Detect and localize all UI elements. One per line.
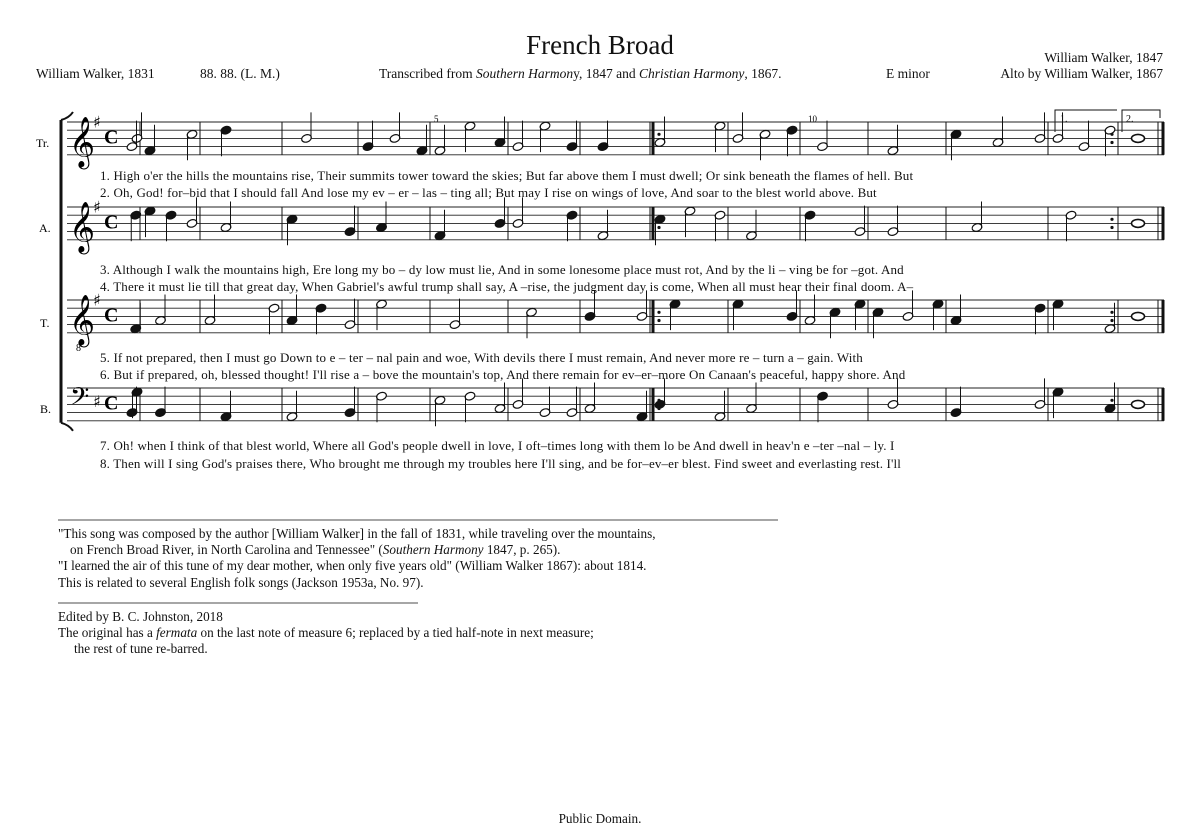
lyric-verse-4: 4. There it must lie till that great day, When Gabriel's awful trump shall say, A –rise, the judgment day is come, When all must hear their final doom. A– (100, 279, 914, 294)
final-whole-note (1132, 134, 1145, 142)
time-signature: C (104, 126, 119, 149)
repeat-dot (1110, 319, 1113, 322)
measure-number-10: 10 (808, 114, 817, 124)
subtitle-source-1: Southern Harmon (476, 66, 574, 81)
bracket-bottom-hook (61, 423, 73, 431)
subtitle-mid-2: , 1867. (744, 66, 782, 81)
editor-line-2 (58, 625, 594, 641)
lyric-verse-3: 3. Although I walk the mountains high, Ere long my bo – dy low must lie, And in some lonesome place must rot, And by the li – ving be for –got. And (100, 262, 904, 277)
editor-line-2-c: on the last note of measure 6; replaced by a tied half-note in next measure; (197, 625, 594, 640)
footer-license: Public Domain. (558, 811, 642, 826)
repeat-dot (1110, 226, 1113, 229)
key-signature-sharp: ♯ (93, 112, 101, 132)
key-signature-sharp: ♯ (93, 391, 101, 411)
lyric-verse-2: 2. Oh, God! for–bid that I should fall And lose my ev – er – las – ting all; But may I rise on wings of love, And soar to the blest world above. But (100, 185, 877, 200)
note-line-1: "This song was composed by the author [William Walker] in the fall of 1831, while traveling over the mountains, (58, 526, 656, 541)
repeat-dot (657, 311, 660, 314)
part-label-t: T. (40, 316, 50, 330)
final-whole-note (1132, 312, 1145, 320)
editor-line-2-term: fermata (156, 625, 198, 640)
treble-clef: 𝄞 (69, 116, 96, 168)
right-credit-1: William Walker, 1847 (1044, 50, 1163, 65)
part-label-b: B. (40, 402, 52, 416)
repeat-dot (657, 226, 660, 229)
editor-line-3: the rest of tune re-barred. (74, 641, 208, 656)
subtitle-source-2: Christian Harmony (639, 66, 745, 81)
key-signature-sharp: ♯ (93, 197, 101, 217)
note-line-4: This is related to several English folk songs (Jackson 1953a, No. 97). (58, 575, 424, 590)
time-signature: C (104, 392, 119, 415)
repeat-dot (657, 133, 660, 136)
measure-number-5: 5 (434, 114, 439, 124)
ending-2-label: 2. (1126, 114, 1134, 125)
right-credit-2: Alto by William Walker, 1867 (1000, 66, 1163, 81)
repeat-dot (1110, 218, 1113, 221)
final-whole-note (1132, 219, 1145, 227)
repeat-dot (657, 319, 660, 322)
part-label-a: A. (39, 221, 51, 235)
lyric-verse-7: 7. Oh! when I think of that blest world, Where all God's people dwell in love, I oft–times long with them lo be And dwell in heav'n e –ter –nal – ly. I (100, 438, 895, 453)
note-line-2-c: 1847, p. 265). (483, 542, 561, 557)
composer-left: William Walker, 1831 (36, 66, 155, 81)
editor-line-1: Edited by B. C. Johnston, 2018 (58, 609, 223, 624)
repeat-dot (1110, 311, 1113, 314)
note-line-2 (70, 542, 560, 558)
note-line-3: "I learned the air of this tune of my dear mother, when only five years old" (William Walker 1867): about 1814. (58, 558, 647, 573)
editor-line-2-a: The original has a (58, 625, 157, 640)
meter-label: 88. 88. (L. M.) (200, 66, 280, 81)
subtitle-mid-1: y, 1847 and (573, 66, 639, 81)
lyric-verse-8: 8. Then will I sing God's praises there, Who brought me through my troubles here I'll sing, and be for–ev–er blest. Find sweet and everlasting rest. I'll (100, 456, 902, 471)
treble-clef: 𝄞 (69, 294, 96, 346)
note-line-2-source: Southern Harmony (382, 542, 484, 557)
final-whole-note (1132, 400, 1145, 408)
part-label-tr: Tr. (36, 136, 50, 150)
treble-clef: 𝄞 (69, 201, 96, 253)
lyric-verse-5: 5. If not prepared, then I must go Down to e – ter – nal pain and woe, With devils there I must remain, And never more re – turn a – gain. With (100, 350, 863, 365)
bass-clef: 𝄢 (70, 382, 90, 418)
page-title: French Broad (526, 30, 674, 60)
time-signature: C (104, 304, 119, 327)
lyric-verse-1: 1. High o'er the hills the mountains rise, Their summits tower toward the skies; But far above them I must dwell; Or sink beneath the flames of hell. But (100, 168, 914, 183)
lyric-verse-6: 6. But if prepared, oh, blessed thought! I'll rise a – bove the mountain's top, And there remain for ev–er–more On Canaan's peaceful, happy shore. And (100, 367, 906, 382)
time-signature: C (104, 211, 119, 234)
repeat-dot (1110, 399, 1113, 402)
ending-1-label: 1. (1060, 114, 1068, 125)
note-line-2-a: on French Broad River, in North Carolina and Tennessee" ( (70, 542, 383, 557)
subtitle-prefix: Transcribed from (379, 66, 476, 81)
key-label: E minor (886, 66, 930, 81)
key-signature-sharp: ♯ (93, 290, 101, 310)
octave-mark: 8 (76, 342, 81, 354)
repeat-dot (1110, 141, 1113, 144)
